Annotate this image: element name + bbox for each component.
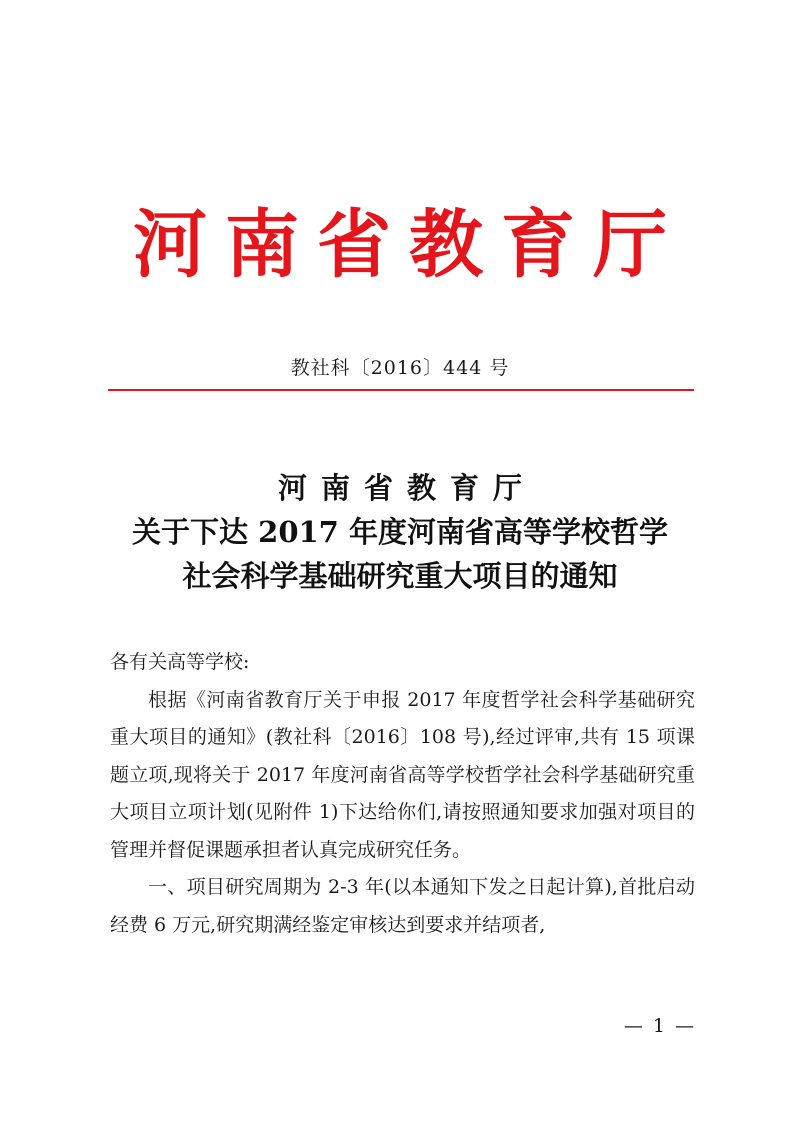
title-line-3: 社会科学基础研究重大项目的通知 (182, 559, 618, 593)
salutation: 各有关高等学校: (110, 651, 250, 673)
body-paragraph-1: 根据《河南省教育厅关于申报 2017 年度哲学社会科学基础研究重大项目的通知》(教社科〔2016〕108 号),经过评审,共有 15 项课题立项,现将关于 2017 年度河南省高等学校哲学社会科学基础研究重大项目立项计划(见附件 1)下达给你们,请按照通知要求加强对项目的管理并督促课题承担者认真完成研究任务。 (110, 688, 695, 861)
body-paragraph-2: 一、项目研究周期为 2-3 年(以本通知下发之日起计算),首批启动经费 6 万元,研究期满经鉴定审核达到要求并结项者, (110, 876, 695, 936)
masthead-org-name: 河南省教育厅 (133, 202, 685, 288)
document-title (0, 466, 800, 598)
red-divider-line (108, 389, 694, 391)
title-line-1: 河南省教育厅 (277, 471, 536, 505)
page-number: — 1 — (623, 1015, 696, 1037)
title-line-2: 关于下达 2017 年度河南省高等学校哲学 (132, 515, 668, 549)
document-body (110, 644, 695, 944)
document-number: 教社科〔2016〕444 号 (290, 357, 510, 379)
